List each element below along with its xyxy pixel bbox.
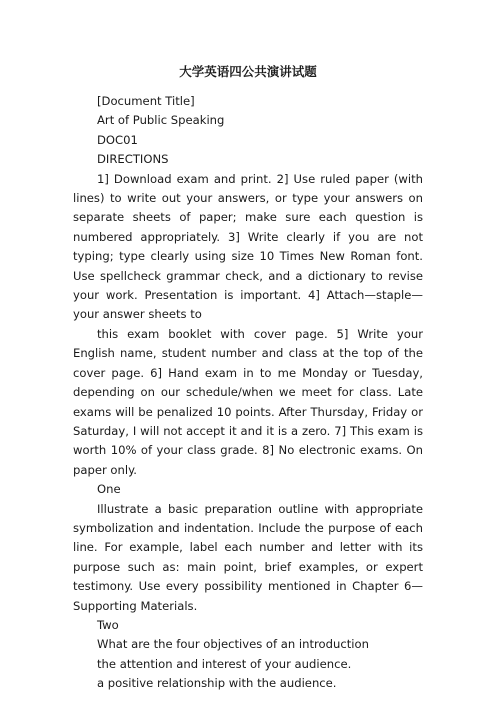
question-one-heading: One: [97, 482, 121, 497]
question-two-line-2: a positive relationship with the audience.: [97, 676, 337, 691]
doc-title-placeholder: [Document Title]: [97, 94, 195, 108]
directions-paragraph-1: 1] Download exam and print. 2] Use ruled paper (with lines) to write out your answers, or type your answers on separate sheets of paper; make sure each question is numbered appropriately. 3] Write clearly if you are not typing; type clearly using size 10 Times New Roman font. Use spellcheck grammar check, and a dictionary to revise your work. Presentation is important. 4] Attach—staple— your answer sheets to: [73, 171, 423, 322]
document-title: 大学英语四公共演讲试题: [179, 64, 317, 79]
question-one-text: Illustrate a basic preparation outline with appropriate symbolization and indentation. Include the purpose of each line. For example, label each number and letter with its purpose such as: main point, brief examples, or expert testimony. Use every possibility mentioned in Chapter 6— Supporting Materials.: [73, 501, 423, 613]
question-two-text: What are the four objectives of an introduction: [97, 637, 369, 652]
question-two-heading: Two: [97, 617, 119, 632]
directions-heading: DIRECTIONS: [97, 152, 169, 167]
course-name: Art of Public Speaking: [97, 113, 225, 128]
doc-code: DOC01: [97, 132, 138, 147]
directions-paragraph-2: this exam booklet with cover page. 5] Write your English name, student number and class at the top of the cover page. 6] Hand exam in to me Monday or Tuesday, depending on our schedule/when we meet for class. Late exams will be penalized 10 points. After Thursday, Friday or Saturday, I will not accept it and it is a zero. 7] This exam is worth 10% of your class grade. 8] No electronic exams. On paper only.: [73, 326, 423, 477]
question-two-line-1: the attention and interest of your audience.: [97, 656, 352, 671]
